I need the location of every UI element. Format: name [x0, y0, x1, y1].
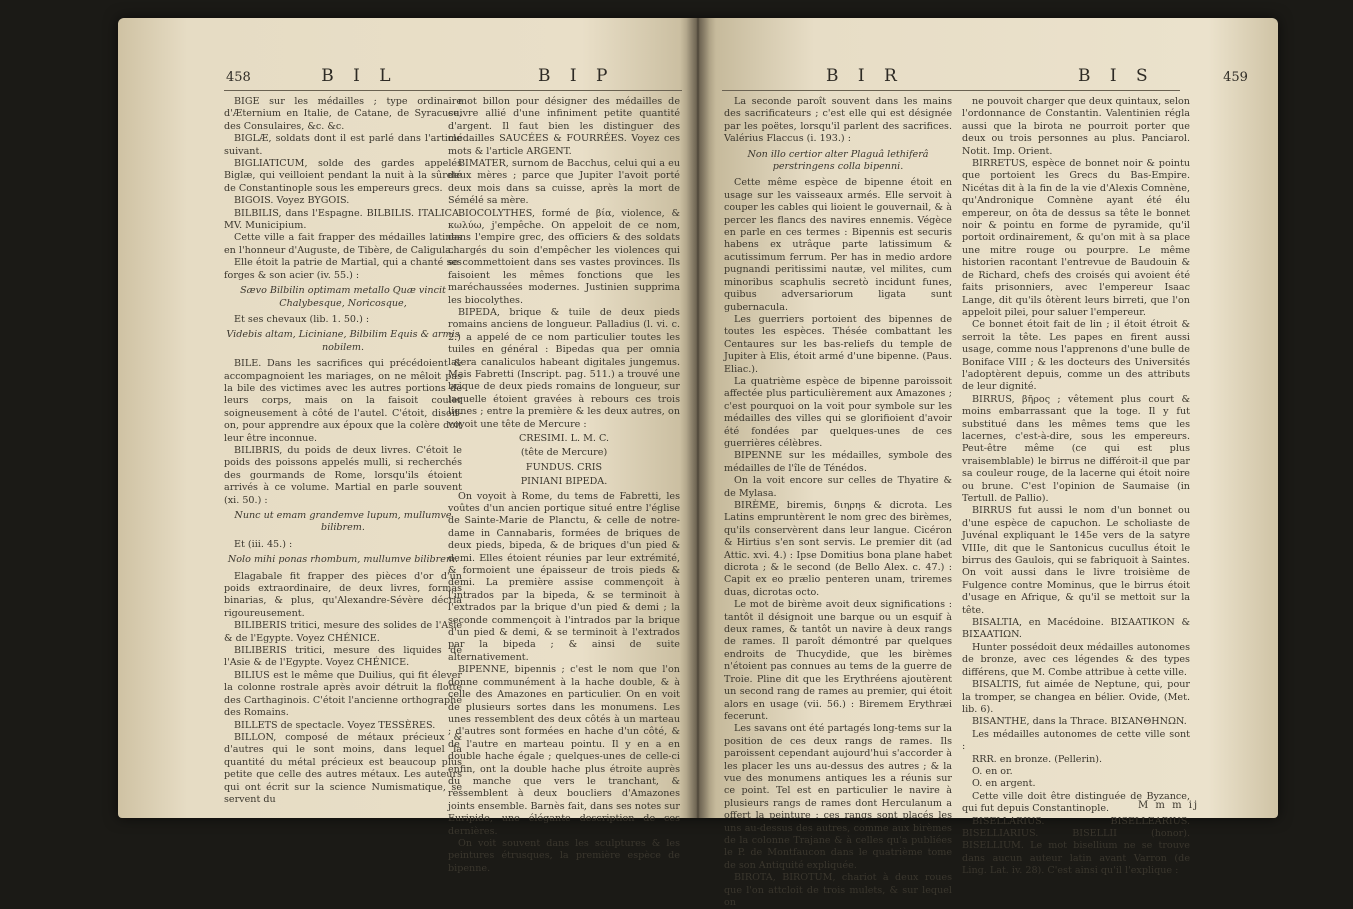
- paragraph: mot billon pour désigner des médailles de cuivre allié d'une infiniment petite quantité d'argent. Il faut bien les distinguer des médailles SAUCÉES & FOURRÉES. Voyez ces mots & l'article ARGENT.: [448, 96, 680, 157]
- inscription-line: (tête de Mercure): [520, 447, 608, 459]
- paragraph: On voyoit à Rome, du tems de Fabretti, les voûtes d'un ancien portique situé entre l'église de Sainte-Marie de Planctu, & celle de notre-dame in Cannabaris, formées de briques de deux pieds, bipeda, & de briques d'un pied & demi. Elles étoient réunies par leur extrémité, & formoient une épaisseur de trois pieds & demi. La première assise commençoit à l'intrados par la bipeda, & se terminoit à l'extrados par la brique d'un pied & demi ; la seconde commençoit à l'intrados par la brique d'un pied & demi, & se terminoit à l'extrados par la bipeda ; & ainsi de suite alternativement.: [448, 490, 680, 663]
- paragraph: Cette ville a fait frapper des médailles latines en l'honneur d'Auguste, de Tibère, de Caligula.: [224, 232, 462, 256]
- paragraph: BILIBERIS tritici, mesure des solides de l'Asie & de l'Egypte. Voyez CHÉNICE.: [224, 620, 462, 644]
- paragraph: Hunter possédoit deux médailles autonomes de bronze, avec ces légendes & des types différens, que M. Combe attribue à cette ville.: [962, 641, 1190, 678]
- left-page-column-1: [224, 96, 462, 805]
- paragraph: La quatrième espèce de bipenne paroissoit affectée plus particulièrement aux Amazones ; c'est pourquoi on la voit pour symbole sur les médailles des villes qui se glorifioient d'avoir été fondées par quelques-unes de ces guerrières célèbres.: [724, 375, 952, 449]
- verse-quote: Non illo certior alter Plaguâ lethiferâ perstringens colla bipenni.: [747, 148, 929, 173]
- paragraph: BIROTA, BIROTUM, chariot à deux roues que l'on attcloit de trois mulets, & sur lequel on: [724, 872, 952, 908]
- header-rule-left: [224, 90, 682, 91]
- paragraph: Les guerriers portoient des bipennes de toutes les espèces. Thésée combattant les Centaures sur les bas-reliefs du temple de Jupiter à Elis, étoit armé d'une bipenne. (Paus. Eliac.).: [724, 313, 952, 375]
- headword-bil: B I L: [321, 66, 398, 86]
- verse-quote: Sævo Bilbilin optimam metallo Quæ vincit Chalybesque, Noricosque,: [240, 285, 446, 309]
- inscription-line: CRESIMI. L. M. C.: [518, 432, 610, 444]
- paragraph: BIOCOLYTHES, formé de βία, violence, & κωλύω, j'empêche. On appeloit de ce nom, dans l'empire grec, des officiers & des soldats chargés du soin d'empêcher les violences qui se commettoient dans ses vastes provinces. Ils faisoient les mêmes fonctions que les maréchaussées modernes. Justinien supprima les biocolythes.: [448, 207, 680, 306]
- paragraph: Cette ville doit être distinguée de Byzance, qui fut depuis Constantinople.: [962, 790, 1190, 815]
- open-book: [118, 18, 1278, 908]
- paragraph: Les médailles autonomes de cette ville sont :: [962, 728, 1190, 753]
- paragraph: BILIBRIS, du poids de deux livres. C'étoit le poids des poissons appelés mulli, si recherchés des gourmands de Rome, lorsqu'ils étoient arrivés à ce volume. Martial en parle souvent (xi. 50.) :: [224, 444, 462, 506]
- paragraph: BIMATER, surnom de Bacchus, celui qui a eu deux mères ; parce que Jupiter l'avoit porté deux mois dans sa cuisse, après la mort de Sémélé sa mère.: [448, 158, 680, 207]
- paragraph: BILE. Dans les sacrifices qui précédoient & accompagnoient les mariages, on ne mêloit pas la bile des victimes avec les autres portions de leurs corps, mais on la faisoit couler soigneusement à côté de l'autel. C'étoit, disoit-on, pour apprendre aux époux que la colère doit leur être inconnue.: [224, 358, 462, 444]
- paragraph: BIRRUS fut aussi le nom d'un bonnet ou d'une espèce de capuchon. Le scholiaste de Juvénal expliquant le 145e vers de la satyre VIIIe, dit que le Santonicus cucullus étoit le birrus des Gaulois, qui se fabriquoit à Saintes. On voit aussi dans le livre troisième de Fulgence contre Mominus, que le birrus étoit d'usage en Afrique, & qu'il se mettoit sur la tête.: [962, 505, 1190, 616]
- paragraph: ne pouvoit charger que deux quintaux, selon l'ordonnance de Constantin. Valentinien régla aussi que la birota ne pourroit porter que deux ou trois personnes au plus. Panciarol. Notit. Imp. Orient.: [962, 96, 1190, 157]
- paragraph: BISALTIS, fut aimée de Neptune, qui, pour la tromper, se changea en bélier. Ovide, (Met. lib. 6).: [962, 679, 1190, 715]
- paragraph: BIPENNE, bipennis ; c'est le nom que l'on donne communément à la hache double, & à celle des Amazones en particulier. On en voit de plusieurs sortes dans les monumens. Les unes ressemblent des deux côtés à un marteau ; d'autres sont formées en hache d'un côté, & de l'autre en marteau pointu. Il y en a en double hache égale ; quelques-unes de celle-ci enfin, ont la double hache plus étroite auprès du manche que vers le tranchant, & ressemblent à deux boucliers d'Amazones joints ensemble. Barnès fait, dans ses notes sur Euripide, une élégante description de ces dernières.: [448, 664, 680, 837]
- left-page-header-left: [226, 66, 398, 88]
- paragraph: BIRRUS, βῆρος ; vêtement plus court & moins embarrassant que la toge. Il y fut substitué dans les mêmes tems que les lacernes, c'est-à-dire, sous les empereurs. Peut-être même (ce qui est plus vraisemblable) le birrus ne différoit-il que par sa couleur rouge, de la lacerne qui étoit noire ou brune. C'est l'opinion de Saumaise (in Tertull. de Pallio).: [962, 393, 1190, 504]
- paragraph: BILIUS est le même que Duilius, qui fit élever la colonne rostrale après avoir détruit la flotte des Carthaginois. C'étoit l'ancienne orthographe des Romains.: [224, 669, 462, 719]
- paragraph: BISANTHE, dans la Thrace. BIΣANΘHNΩN.: [972, 716, 1187, 728]
- right-page: [698, 18, 1278, 908]
- paragraph: O. en argent.: [972, 778, 1036, 790]
- page-number-left: 458: [226, 70, 251, 85]
- paragraph: BISALTIA, en Macédoine. BIΣAATIKON & BIΣAATIΩN.: [962, 617, 1190, 641]
- paragraph: Elle étoit la patrie de Martial, qui a chanté ses forges & son acier (iv. 55.) :: [224, 257, 462, 281]
- paragraph: BIRÈME, biremis, διηρηs & dicrota. Les Latins empruntèrent le nom grec des birèmes, qu'ils conservèrent dans leur langue. Cicéron & Hirtius s'en sont servis. Le premier dit (ad Attic. xvi. 4.) : Ipse Domitius bona plane habet dicrota ; & le second (de Bello Alex. c. 47.) : Capit ex eo prælio penteren unam, triremes duas, dicrotas octo.: [724, 500, 952, 598]
- paragraph: BIPENNE sur les médailles, symbole des médailles de l'île de Ténédos.: [724, 450, 952, 474]
- paragraph: BILIBERIS tritici, mesure des liquides de l'Asie & de l'Egypte. Voyez CHÉNICE.: [224, 645, 462, 669]
- left-page: [118, 18, 698, 874]
- verse-quote: Nolo mihi ponas rhombum, mullumve bilibrem.: [227, 554, 459, 566]
- right-page-header-right: [1078, 66, 1248, 88]
- paragraph: BISELLARIUS. BISELLEARIUS. BISELLIARIUS. BISELLII (honor). BISELLIUM. Le mot bisellium ne se trouve dans aucun auteur latin avant Varron (de Ling. Lat. iv. 28). C'est ainsi qu'il l'explique :: [962, 815, 1190, 877]
- paragraph: Et ses chevaux (lib. 1. 50.) :: [234, 313, 370, 325]
- header-rule-right: [722, 90, 1180, 91]
- paragraph: BILLETS de spectacle. Voyez TESSÈRES.: [234, 719, 436, 731]
- paragraph: RRR. en bronze. (Pellerin).: [972, 753, 1103, 765]
- left-page-column-2: [448, 96, 680, 874]
- headword-bip: B I P: [538, 66, 615, 86]
- paragraph: BIPEDA, brique & tuile de deux pieds romains anciens de longueur. Palladius (l. vi. c. 2.) a appelé de ce nom particulier toutes les tuiles en général : Bipedas qua per omnia latera canaliculos habeant digitales jungemus. Mais Fabretti (Inscript. pag. 511.) a trouvé une brique de deux pieds romains de longueur, sur laquelle étoient gravées à rebours ces trois lignes ; entre la première & les deux autres, on voyoit une tête de Mercure :: [448, 306, 680, 430]
- paragraph: On la voit encore sur celles de Thyatire & de Mylasa.: [724, 475, 952, 499]
- headword-bis: B I S: [1078, 66, 1155, 86]
- paragraph: O. en or.: [972, 765, 1013, 777]
- verse-quote: Nunc ut emam grandemve lupum, mullumve bilibrem.: [234, 510, 452, 534]
- paragraph: Ce bonnet étoit fait de lin ; il étoit étroit & serroit la tête. Les papes en firent aussi usage, comme nous l'apprenons d'une bulle de Boniface VIII ; & les docteurs des Universités l'adoptèrent depuis, comme un des attributs de leur dignité.: [962, 319, 1190, 393]
- paragraph: Les savans ont été partagés long-tems sur la position de ces deux rangs de rames. Ils paroissent cependant aujourd'hui s'accorder à les placer les uns au-dessus des autres ; & la vue des monumens antiques les a réunis sur ce point. Tel est en particulier le navire à plusieurs rangs de rames dont Herculanum a offert la peinture : ces rangs sont placés les uns au-dessus des autres, comme aux birèmes de la colonne Trajane & à celles qu'a publiées le P. de Montfaucon dans le quatrième tome de son Antiquité expliquée.: [724, 723, 952, 871]
- paragraph: BIGLÆ, soldats dont il est parlé dans l'article suivant.: [224, 133, 462, 157]
- paragraph: BIGE sur les médailles ; type ordinaire d'Æternium en Italie, de Catane, de Syracuse, des Consulaires, &c. &c.: [224, 96, 462, 132]
- paragraph: Et (iii. 45.) :: [234, 538, 293, 550]
- right-page-column-1: [724, 96, 952, 908]
- paragraph: Cette même espèce de bipenne étoit en usage sur les vaisseaux armés. Elle servoit à couper les cables qui lioient le gouvernail, & à percer les flancs des navires ennemis. Végèce en parle en ces termes : Bipennis est securis habens ex utrâque parte latissimum & acutissimum ferrum. Per has in medio ardore pugnandi peritissimi nautæ, vel milites, cum minoribus scaphulis secretò incidunt funes, quibus adversariorum ligata sunt gubernacula.: [724, 177, 952, 313]
- headword-bir: B I R: [826, 66, 904, 86]
- paragraph: BIGOIS. Voyez BYGOIS.: [234, 195, 350, 207]
- paragraph: BIGLIATICUM, solde des gardes appelés Biglæ, qui veilloient pendant la nuit à la sûreté de Constantinople sous les empereurs grecs.: [224, 158, 462, 194]
- inscription-line: PINIANI BIPEDA.: [520, 476, 608, 488]
- inscription-line: FUNDUS. CRIS: [525, 461, 603, 473]
- signature-mark: M m m ij: [1138, 800, 1200, 811]
- verse-quote: Videbis altam, Liciniane, Bilbilim Equis & armis nobilem.: [226, 329, 460, 353]
- paragraph: On voit souvent dans les sculptures & les peintures étrusques, la première espèce de bipenne.: [448, 837, 680, 874]
- paragraph: Le mot de birème avoit deux significations : tantôt il désignoit une barque ou un esquif à deux rames, & tantôt un navire à deux rangs de rames. Il paroît démontré par quelques endroits de Thucydide, que les birèmes n'étoient pas connues au tems de la guerre de Troie. Pline dit que les Erythréens ajoutèrent un second rang de rames au premier, qui étoit alors en usage (vii. 56.) : Biremem Erythræi fecerunt.: [724, 599, 952, 722]
- paragraph: BIRRETUS, espèce de bonnet noir & pointu que portoient les Grecs du Bas-Empire. Nicétas dit à la fin de la vie d'Alexis Comnène, qu'Andronique Comnène ayant été élu empereur, on ôta de dessus sa tête le bonnet noir & pointu en forme de pyramide, qu'il portoit ordinairement, & qu'on mit à sa place une mitre rouge ou pourpre. Le même historien racontant l'entrevue de Baudouin & de Richard, chefs des croisés qui avoient été faits prisonniers, avec l'empereur Isaac Lange, dit qu'ils ôtèrent leurs birreti, que l'on appeloit pilei, pour saluer l'empereur.: [962, 158, 1190, 318]
- paragraph: BILBILIS, dans l'Espagne. BILBILIS. ITALICA. MV. Municipium.: [224, 207, 462, 232]
- paragraph: BILLON, composé de métaux précieux & d'autres qui le sont moins, dans lequel la quantité du métal précieux est beaucoup plus petite que celle des autres métaux. Les auteurs qui ont écrit sur la science Numismatique, se servent du: [224, 731, 462, 805]
- page-number-right: 459: [1223, 70, 1248, 85]
- paragraph: Elagabale fit frapper des pièces d'or d'un poids extraordinaire, de deux livres, formas binarias, & plus, qu'Alexandre-Sévère décria rigoureusement.: [224, 570, 462, 619]
- paragraph: La seconde paroît souvent dans les mains des sacrificateurs ; c'est elle qui est désignée par les poëtes, lorsqu'il parlent des sacrifices. Valérius Flaccus (i. 193.) :: [724, 96, 952, 145]
